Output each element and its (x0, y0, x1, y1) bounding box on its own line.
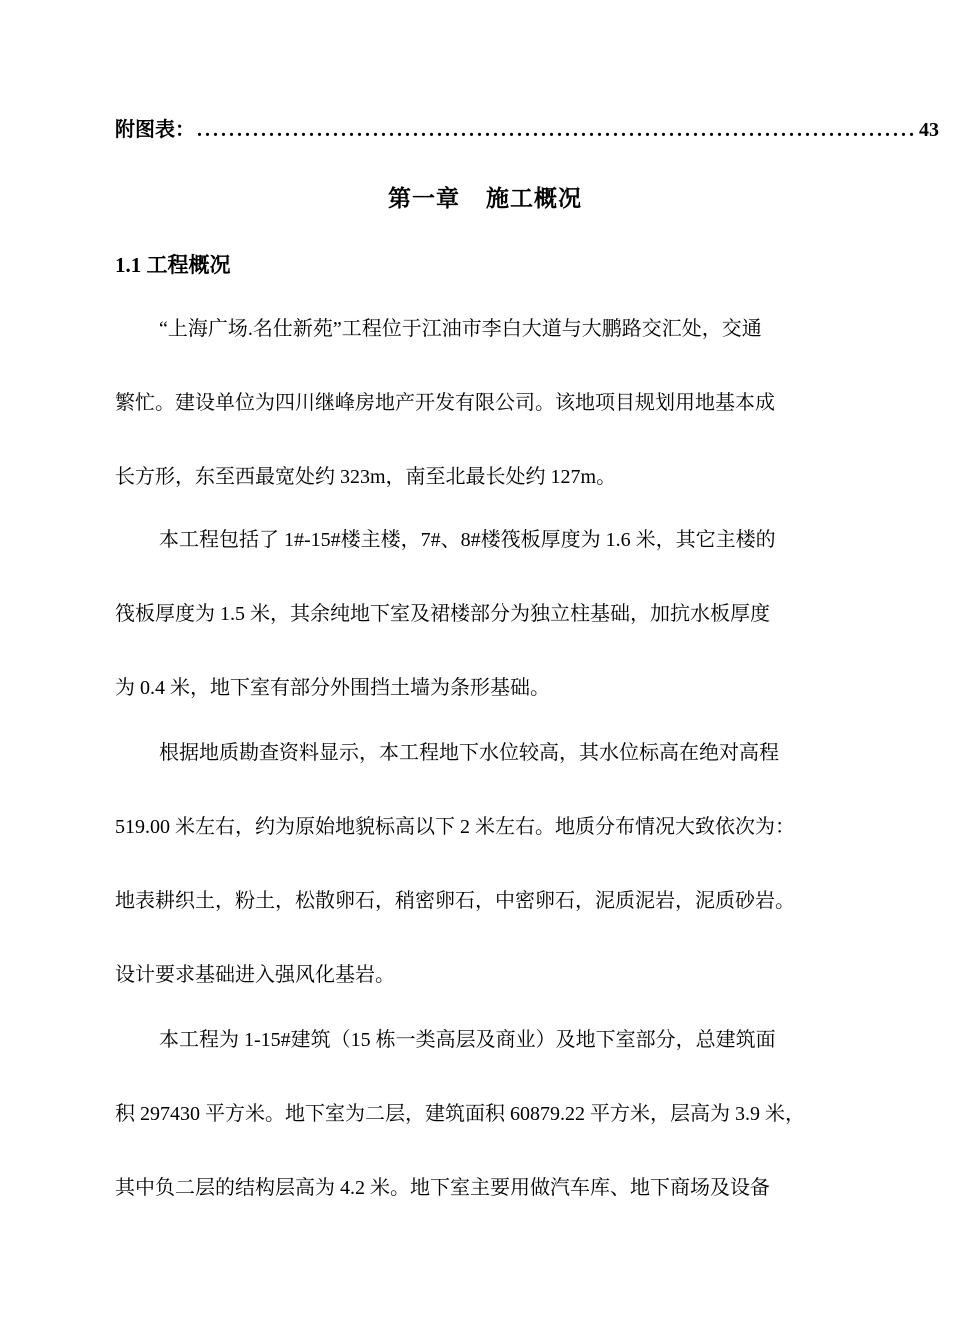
paragraph-line: 积 297430 平方米。地下室为二层，建筑面积 60879.22 平方米，层高为 3.9 米， (115, 1103, 805, 1125)
paragraph-building-area (115, 1003, 863, 1225)
chapter-heading (0, 180, 970, 213)
chapter-title: 施工概况 (486, 186, 582, 211)
section-heading: 1.1 工程概况 (115, 253, 231, 277)
paragraph-line: 繁忙。建设单位为四川继峰房地产开发有限公司。该地项目规划用地基本成 (115, 392, 775, 414)
paragraph-line: 本工程为 1-15#建筑（15 栋一类高层及商业）及地下室部分，总建筑面 (159, 1029, 776, 1051)
paragraph-line: 筏板厚度为 1.5 米，其余纯地下室及裙楼部分为独立柱基础，加抗水板厚度 (115, 603, 770, 625)
paragraph-foundation (115, 503, 863, 725)
paragraph-line: 设计要求基础进入强风化基岩。 (115, 964, 395, 986)
paragraph-geology (115, 716, 863, 1012)
paragraph-line: 地表耕织土，粉土，松散卵石，稍密卵石，中密卵石，泥质泥岩，泥质砂岩。 (115, 890, 795, 912)
paragraph-line: 根据地质勘查资料显示，本工程地下水位较高，其水位标高在绝对高程 (159, 742, 779, 764)
toc-entry-label: 附图表： (115, 119, 195, 141)
paragraph-line: 本工程包括了 1#-15#楼主楼，7#、8#楼筏板厚度为 1.6 米，其它主楼的 (159, 529, 776, 551)
toc-dot-leader: .......................................................................................... (197, 119, 917, 141)
paragraph-line: 长方形，东至西最宽处约 323m，南至北最长处约 127m。 (115, 466, 617, 488)
paragraph-line: “上海广场.名仕新苑”工程位于江油市李白大道与大鹏路交汇处，交通 (159, 318, 762, 340)
toc-entry[interactable] (115, 113, 939, 143)
toc-page-number: 43 (919, 119, 939, 141)
paragraph-project-location (115, 292, 863, 514)
paragraph-line: 其中负二层的结构层高为 4.2 米。地下室主要用做汽车库、地下商场及设备 (115, 1177, 770, 1199)
paragraph-line: 519.00 米左右，约为原始地貌标高以下 2 米左右。地质分布情况大致依次为： (115, 816, 795, 838)
chapter-number: 第一章 (388, 186, 460, 211)
paragraph-line: 为 0.4 米，地下室有部分外围挡土墙为条形基础。 (115, 677, 550, 699)
